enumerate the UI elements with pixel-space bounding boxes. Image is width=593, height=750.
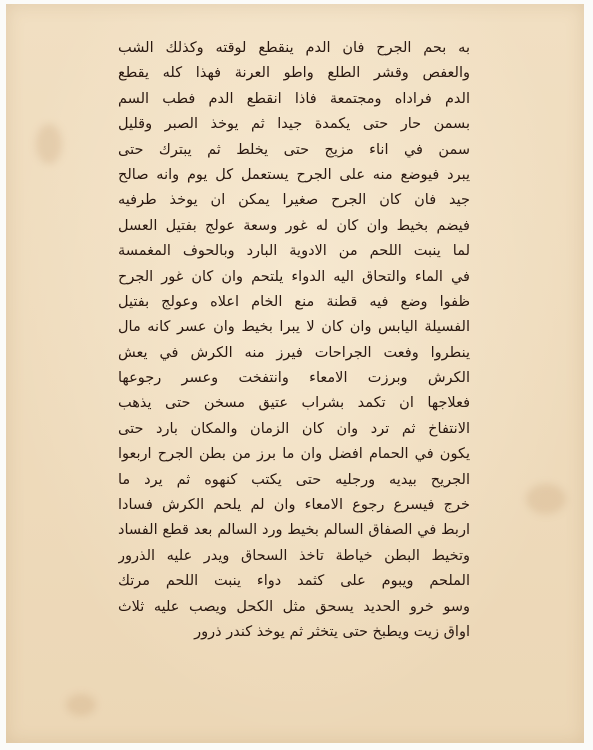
text-line: الدم فراداه ومجتمعة فاذا انقطع الدم فطب السم [118, 90, 470, 107]
paper-stain [66, 694, 96, 716]
text-line: يكون في الحمام افضل وان ما برز من بطن الجرح اربعوا [118, 446, 470, 463]
text-line: اربط في الصفاق السالم بخيط ورد السالم بعد قطع الفساد [118, 522, 470, 539]
text-line: الانتفاخ ثم ترد وان كان الزمان والمكان بارد حتى [118, 420, 470, 437]
text-line: الجريح بيديه ورجليه حتى يكتب كنهوه ثم يرد ما [118, 471, 470, 488]
text-line: فعلاجها ان تكمد بشراب عتيق مسخن حتى يذهب [118, 395, 470, 412]
text-line: ظفوا وضع فيه قطنة منع الخام اعلاه وعولج بفتيل [118, 293, 470, 310]
text-line: والعفص وقشر الطلع واطو العرنة فهذا كله يقطع [118, 65, 470, 82]
text-line: الكرش وبرزت الامعاء وانتفخت وعسر رجوعها [118, 370, 470, 387]
text-line: يبرد فيوضع منه على الجرح يستعمل كل يوم وانه صالح [118, 166, 470, 183]
text-line: الفسيلة اليابس وان كان لا يبرا بخيط وان عسر كانه مال [118, 319, 470, 336]
text-line: جيد فان كان الجرح صغيرا يمكن ان يوخذ طرفيه [118, 192, 470, 209]
manuscript-page [6, 4, 584, 743]
text-line: خرج فيسرع رجوع الامعاء وان لم يلحم الكرش فسادا [118, 497, 470, 514]
text-line: فيضم بخيط وان كان له غور وسعة عولج بفتيل العسل [118, 217, 470, 234]
text-line: بسمن حار حتى يكمدة جيدا ثم يوخذ الصبر وقليل [118, 116, 470, 133]
text-line: الملحم ويبوم على كثمد دواء ينبت اللحم مرتك [118, 573, 470, 590]
paper-stain [526, 484, 566, 514]
text-line: في الماء والتحاق اليه الدواء يلتحم وان كان غور الجرح [118, 268, 470, 285]
text-line: وتخيط البطن خياطة تاخذ السحاق ويدر عليه الذرور [118, 547, 470, 564]
text-line: ينطروا وفعت الجراحات فيرز منه الكرش في يعش [118, 344, 470, 361]
paper-stain [36, 124, 62, 164]
text-line: لما ينبت اللحم من الادوية البارد وبالحوف المغمسة [118, 243, 470, 260]
text-line: وسو خرو الحديد يسحق مثل الكحل ويصب عليه ثلاث [118, 598, 470, 615]
text-line: سمن في اناء مزيج حتى يخلط ثم يبترك حتى [118, 141, 470, 158]
text-line: اواق زيت ويطبخ حتى يتخثر ثم يوخذ كندر ذرور [194, 623, 470, 640]
text-line: به بحم الجرح فان الدم ينقطع لوقته وكذلك الشب [118, 40, 470, 56]
manuscript-text [118, 36, 470, 645]
